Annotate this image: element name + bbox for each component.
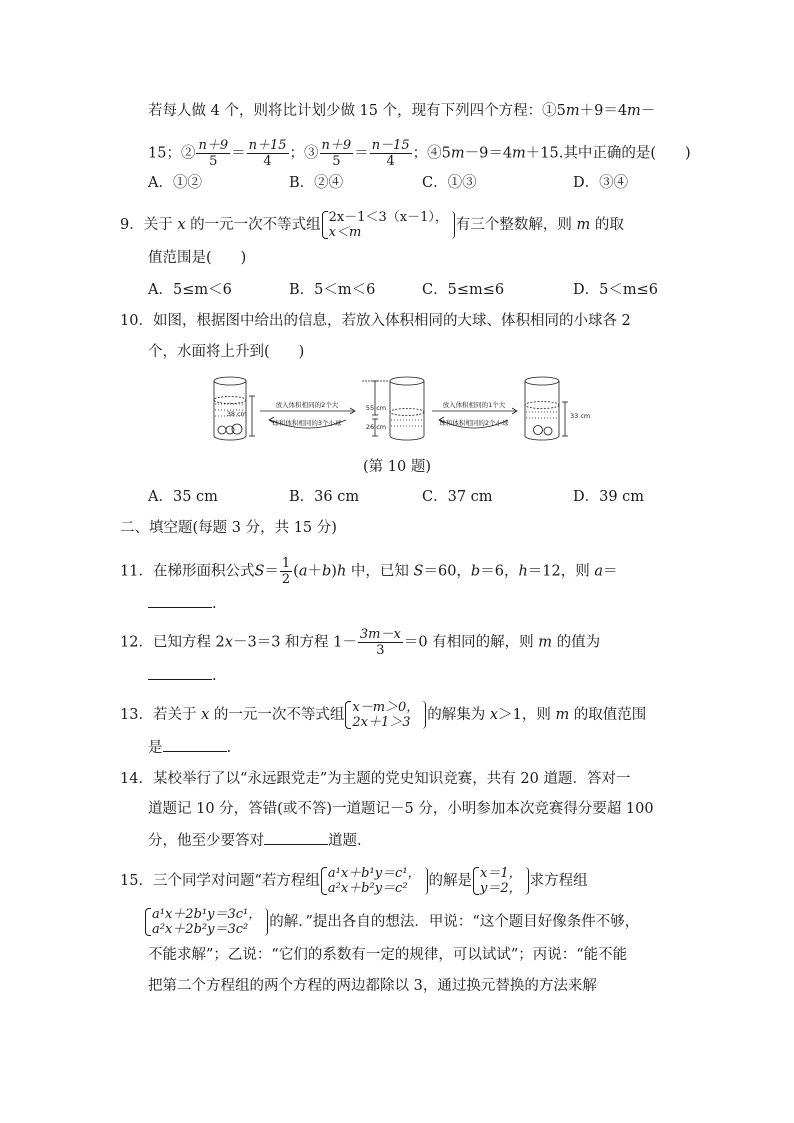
equation-system-1: a¹x＋b¹y＝c¹， a²x＋b²y＝c² <box>320 866 429 896</box>
q10-option-a[interactable]: A．35 cm <box>148 489 218 505</box>
inequality-system: 2x－1＜3（x－1）， x＜m <box>321 210 456 240</box>
equation-system-2: a¹x＋2b¹y＝3c¹， a²x＋2b²y＝3c² <box>144 907 269 937</box>
fraction: $\frac{n-15}{4}$ <box>371 138 410 169</box>
q14-answer-blank[interactable] <box>264 830 328 845</box>
q14-line3: 分，他至少要答对 道题. <box>148 830 362 851</box>
q9-option-d[interactable]: D．5＜m≤6 <box>573 282 658 298</box>
q9-line1: 9．关于 x 的一元一次不等式组 2x－1＜3（x－1）， x＜m 有三个整数解，则 m 的取 <box>120 210 624 240</box>
q8-line2: 15；② $\frac{n+9}{5}$ ＝ $\frac{n+15}{4}$ ；③ $\frac{n+9}{5}$ ＝ $\frac{n-15}{4}$ ；④5m－9＝4m＋15.其中正确的是( ) <box>148 138 691 169</box>
q11-line1: 11．在梯形面积公式S＝ $\frac{1}{2}$ (a＋b)h 中，已知 S＝60，b＝6，h＝12，则 a＝ <box>120 556 618 587</box>
q11-answer-blank[interactable] <box>148 593 212 608</box>
fraction: $\frac{n+15}{4}$ <box>248 138 287 169</box>
section-heading-fill-in: 二、填空题(每题 3 分，共 15 分) <box>120 520 337 536</box>
q13-answer-line: 是 . <box>148 737 231 758</box>
q14-line2: 道题记 10 分，答错(或不答)一道题记－5 分，小明参加本次竞赛得分要超 100 <box>148 801 654 817</box>
height-label-55: 55 cm <box>365 404 387 412</box>
fraction: $\frac{n+9}{5}$ <box>198 138 229 169</box>
q11-answer-line: . <box>148 593 217 614</box>
q10-option-b[interactable]: B．36 cm <box>289 489 360 505</box>
q15-line1: 15．三个同学对问题“若方程组 a¹x＋b¹y＝c¹， a²x＋b²y＝c² 的解是 x＝1， y＝2， 求方程组 <box>120 866 588 896</box>
arrow-2-label-bottom: 球和体积相同的2个小球 <box>439 419 509 427</box>
q14-line1: 14．某校举行了以“永远跟党走”为主题的党史知识竞赛，共有 20 道题．答对一 <box>120 771 631 787</box>
inequality-system: x－m＞0， 2x＋1＞3 <box>344 700 427 730</box>
q15-line4: 把第二个方程组的两个方程的两边都除以 3，通过换元替换的方法来解 <box>148 978 597 994</box>
height-label-33: 33 cm <box>570 412 591 420</box>
q15-line3: 不能求解”；乙说：“它们的系数有一定的规律，可以试试”；丙说：“能不能 <box>148 947 628 963</box>
q8-option-d[interactable]: D．③④ <box>573 175 629 191</box>
q9-option-a[interactable]: A．5≤m＜6 <box>148 282 232 298</box>
q13-answer-blank[interactable] <box>163 737 227 752</box>
q8-option-b[interactable]: B．②④ <box>289 175 344 191</box>
q12-answer-line: . <box>148 665 217 686</box>
q10-option-c[interactable]: C．37 cm <box>422 489 493 505</box>
q8-option-c[interactable]: C．①③ <box>422 175 477 191</box>
q10-figure <box>206 372 591 444</box>
q10-option-d[interactable]: D．39 cm <box>573 489 645 505</box>
fraction: $\frac{n+9}{5}$ <box>321 138 352 169</box>
q10-line2: 个，水面将上升到( ) <box>148 344 305 360</box>
solution-system: x＝1， y＝2， <box>472 866 530 896</box>
height-label-26: 26 cm <box>365 423 387 431</box>
cylinder-1 <box>214 377 255 440</box>
q13-line1: 13．若关于 x 的一元一次不等式组 x－m＞0， 2x＋1＞3 的解集为 x＞1，则 m 的取值范围 <box>120 700 647 730</box>
q15-line2: a¹x＋2b¹y＝3c¹， a²x＋2b²y＝3c² 的解．”提出各自的想法．甲说：“这个题目好像条件不够， <box>144 907 639 937</box>
q8-option-a[interactable]: A．①② <box>148 175 202 191</box>
q9-option-c[interactable]: C．5≤m≤6 <box>422 282 505 298</box>
fraction: $\frac{3m-x}{3}$ <box>359 627 401 658</box>
q9-line2: 值范围是( ) <box>148 250 247 266</box>
q12-answer-blank[interactable] <box>148 665 212 680</box>
q8-line1: 若每人做 4 个，则将比计划少做 15 个，现有下列四个方程：①5m＋9＝4m－ <box>148 103 656 119</box>
fraction: $\frac{1}{2}$ <box>281 556 291 587</box>
q12-line1: 12．已知方程 2x－3＝3 和方程 1－ $\frac{3m-x}{3}$ ＝0 有相同的解，则 m 的值为 <box>120 627 601 658</box>
q10-caption: (第 10 题) <box>363 459 431 475</box>
arrow-1-label-top: 放入体积相同的2个大 <box>275 401 339 409</box>
height-label-38: 38 cm <box>226 410 247 418</box>
arrow-2-label-top: 放入体积相同的1个大 <box>442 401 506 409</box>
arrow-1-label-bottom: 球和体积相同的3个小球 <box>272 419 342 427</box>
q10-line1: 10．如图，根据图中给出的信息，若放入体积相同的大球、体积相同的小球各 2 <box>120 313 631 329</box>
cylinder-3 <box>525 377 568 440</box>
q9-option-b[interactable]: B．5＜m＜6 <box>289 282 376 298</box>
